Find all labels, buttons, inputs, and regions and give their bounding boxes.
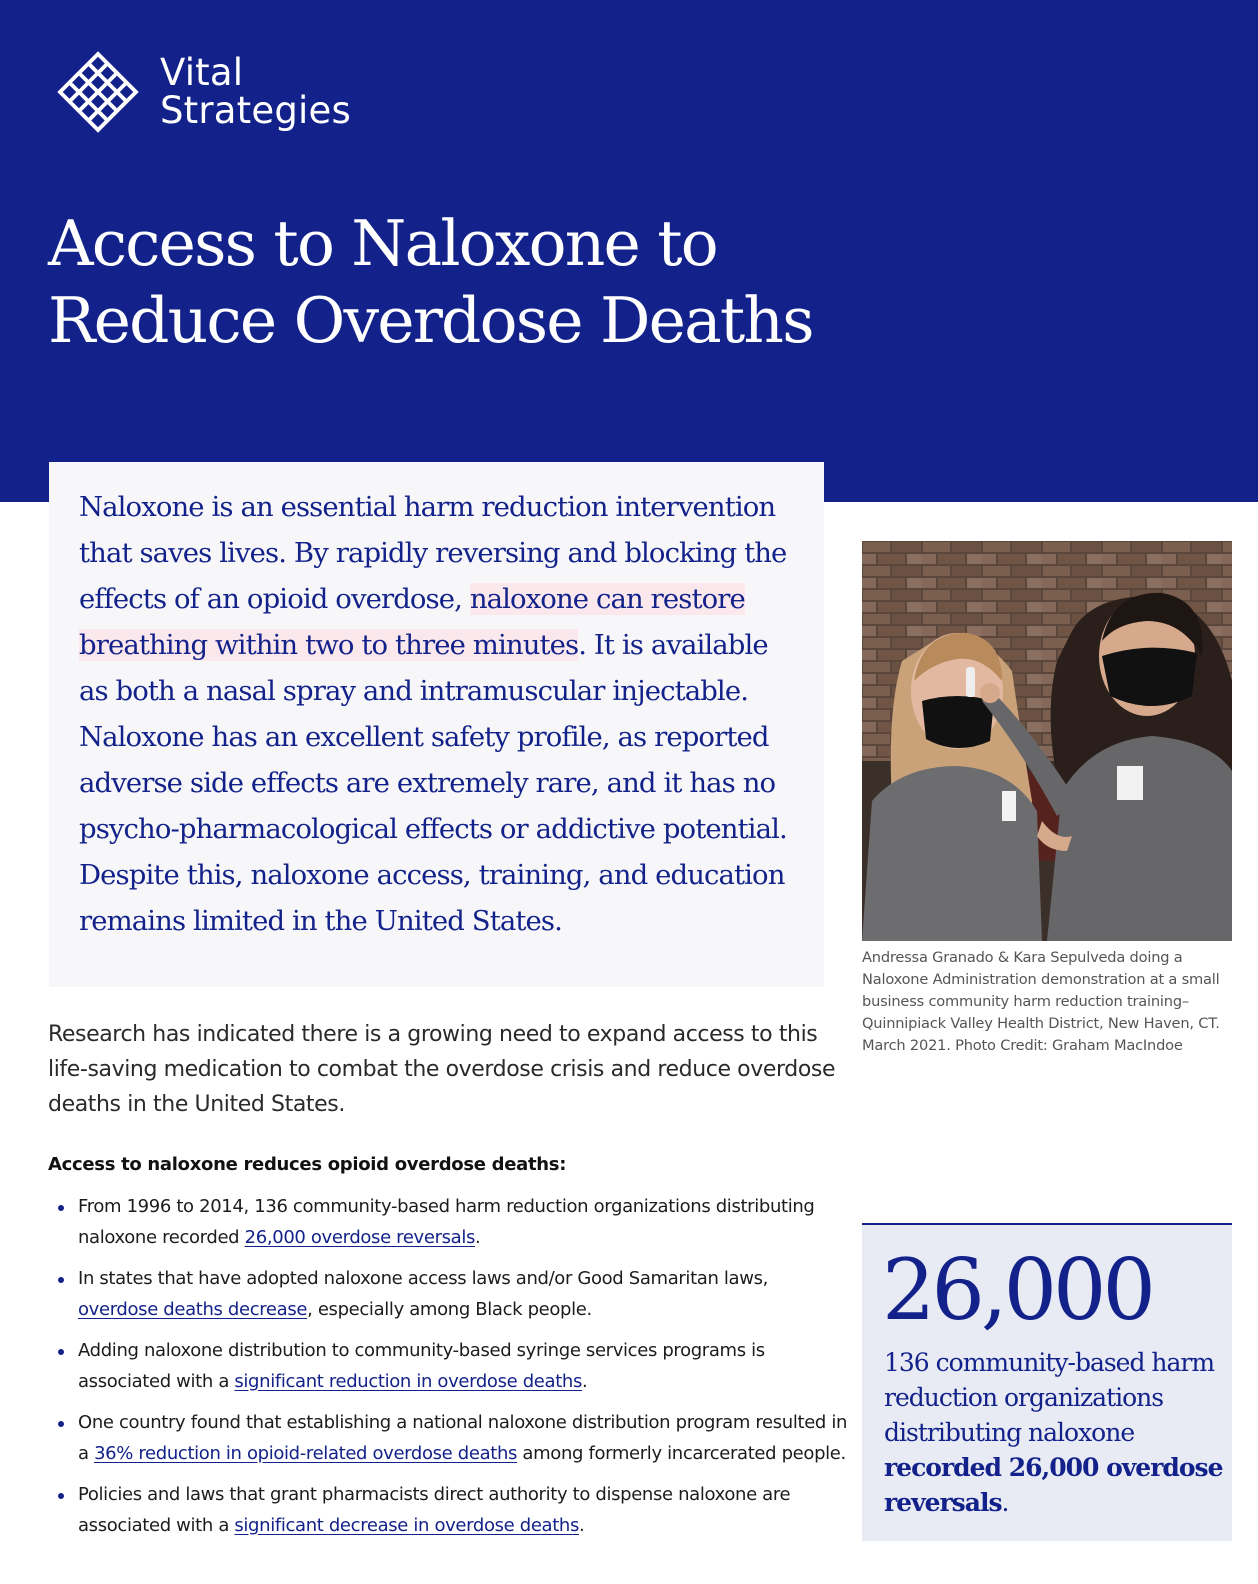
link-26000-overdose-reversals[interactable]: 26,000 overdose reversals (244, 1226, 476, 1248)
intro-paragraph (79, 484, 799, 944)
list-item (48, 1408, 848, 1469)
logo-line-2: Strategies (160, 89, 351, 132)
stat-number: 26,000 (882, 1241, 1152, 1339)
link-overdose-deaths-decrease[interactable]: overdose deaths decrease (78, 1298, 308, 1320)
intro-callout (49, 462, 824, 987)
page-title (48, 205, 1048, 359)
list-heading: Access to naloxone reduces opioid overdose deaths: (48, 1154, 567, 1175)
stat-description (884, 1345, 1229, 1520)
title-line-2: Reduce Overdose Deaths (48, 284, 813, 357)
item-text-end: , especially among Black people. (307, 1298, 592, 1320)
link-significant-decrease[interactable]: significant decrease in overdose deaths (234, 1514, 580, 1536)
header-band (0, 0, 1258, 502)
item-text-end: . (582, 1370, 588, 1392)
intro-text-part-1: Naloxone is an essential harm reduction intervention that saves lives. By rapidly reversing and blocking the effects of an opioid overdose, (79, 491, 787, 615)
item-text: Policies and laws that grant pharmacists direct authority to dispense naloxone are associated with a (78, 1484, 791, 1536)
evidence-list (48, 1192, 848, 1552)
item-text-end: among formerly incarcerated people. (517, 1442, 846, 1464)
stat-callout (862, 1223, 1232, 1541)
stat-desc-bold: recorded 26,000 overdose reversals (884, 1453, 1223, 1517)
woven-lattice-logo-icon (50, 44, 146, 140)
link-significant-reduction[interactable]: significant reduction in overdose deaths (234, 1370, 582, 1392)
logo-line-1: Vital (160, 51, 244, 94)
photo-caption: Andressa Granado & Kara Sepulveda doing a Naloxone Administration demonstration at a small business community harm reduction training– Quinnipiack Valley Health District, New Haven, CT. March 2021. Photo Credit: Graham MacIndoe (862, 949, 1220, 1054)
research-paragraph: Research has indicated there is a growing need to expand access to this life-saving medication to combat the overdose crisis and reduce overdose deaths in the United States. (48, 1022, 836, 1117)
logo-wordmark (160, 51, 351, 132)
item-text: One country found that establishing a national naloxone distribution program resulted in a (78, 1412, 848, 1464)
intro-text-part-2: . It is available as both a nasal spray and intramuscular injectable. Naloxone has an excellent safety profile, as reported adverse side effects are extremely rare, and it has no psycho-pharmacological effects or addictive potential. Despite this, naloxone access, training, and education remains limited in the United States. (79, 629, 787, 937)
item-text: From 1996 to 2014, 136 community-based harm reduction organizations distributing naloxone recorded (78, 1196, 815, 1248)
stat-desc-end: . (1001, 1488, 1009, 1517)
title-line-1: Access to Naloxone to (48, 207, 717, 280)
list-item (48, 1192, 848, 1253)
item-text-end: . (475, 1226, 481, 1248)
naloxone-demonstration-photo (862, 541, 1232, 941)
vital-strategies-logo[interactable] (50, 44, 351, 140)
intro-highlight: naloxone can restore breathing within two to three minutes (79, 583, 745, 661)
list-item (48, 1336, 848, 1397)
list-item (48, 1480, 848, 1541)
item-text: In states that have adopted naloxone access laws and/or Good Samaritan laws, (78, 1268, 768, 1289)
list-item (48, 1264, 848, 1325)
stat-desc-text: 136 community-based harm reduction organizations distributing naloxone (884, 1348, 1215, 1447)
item-text: Adding naloxone distribution to community-based syringe services programs is associated with a (78, 1340, 765, 1392)
link-36-percent-reduction[interactable]: 36% reduction in opioid-related overdose deaths (94, 1442, 518, 1464)
item-text-end: . (579, 1514, 585, 1536)
